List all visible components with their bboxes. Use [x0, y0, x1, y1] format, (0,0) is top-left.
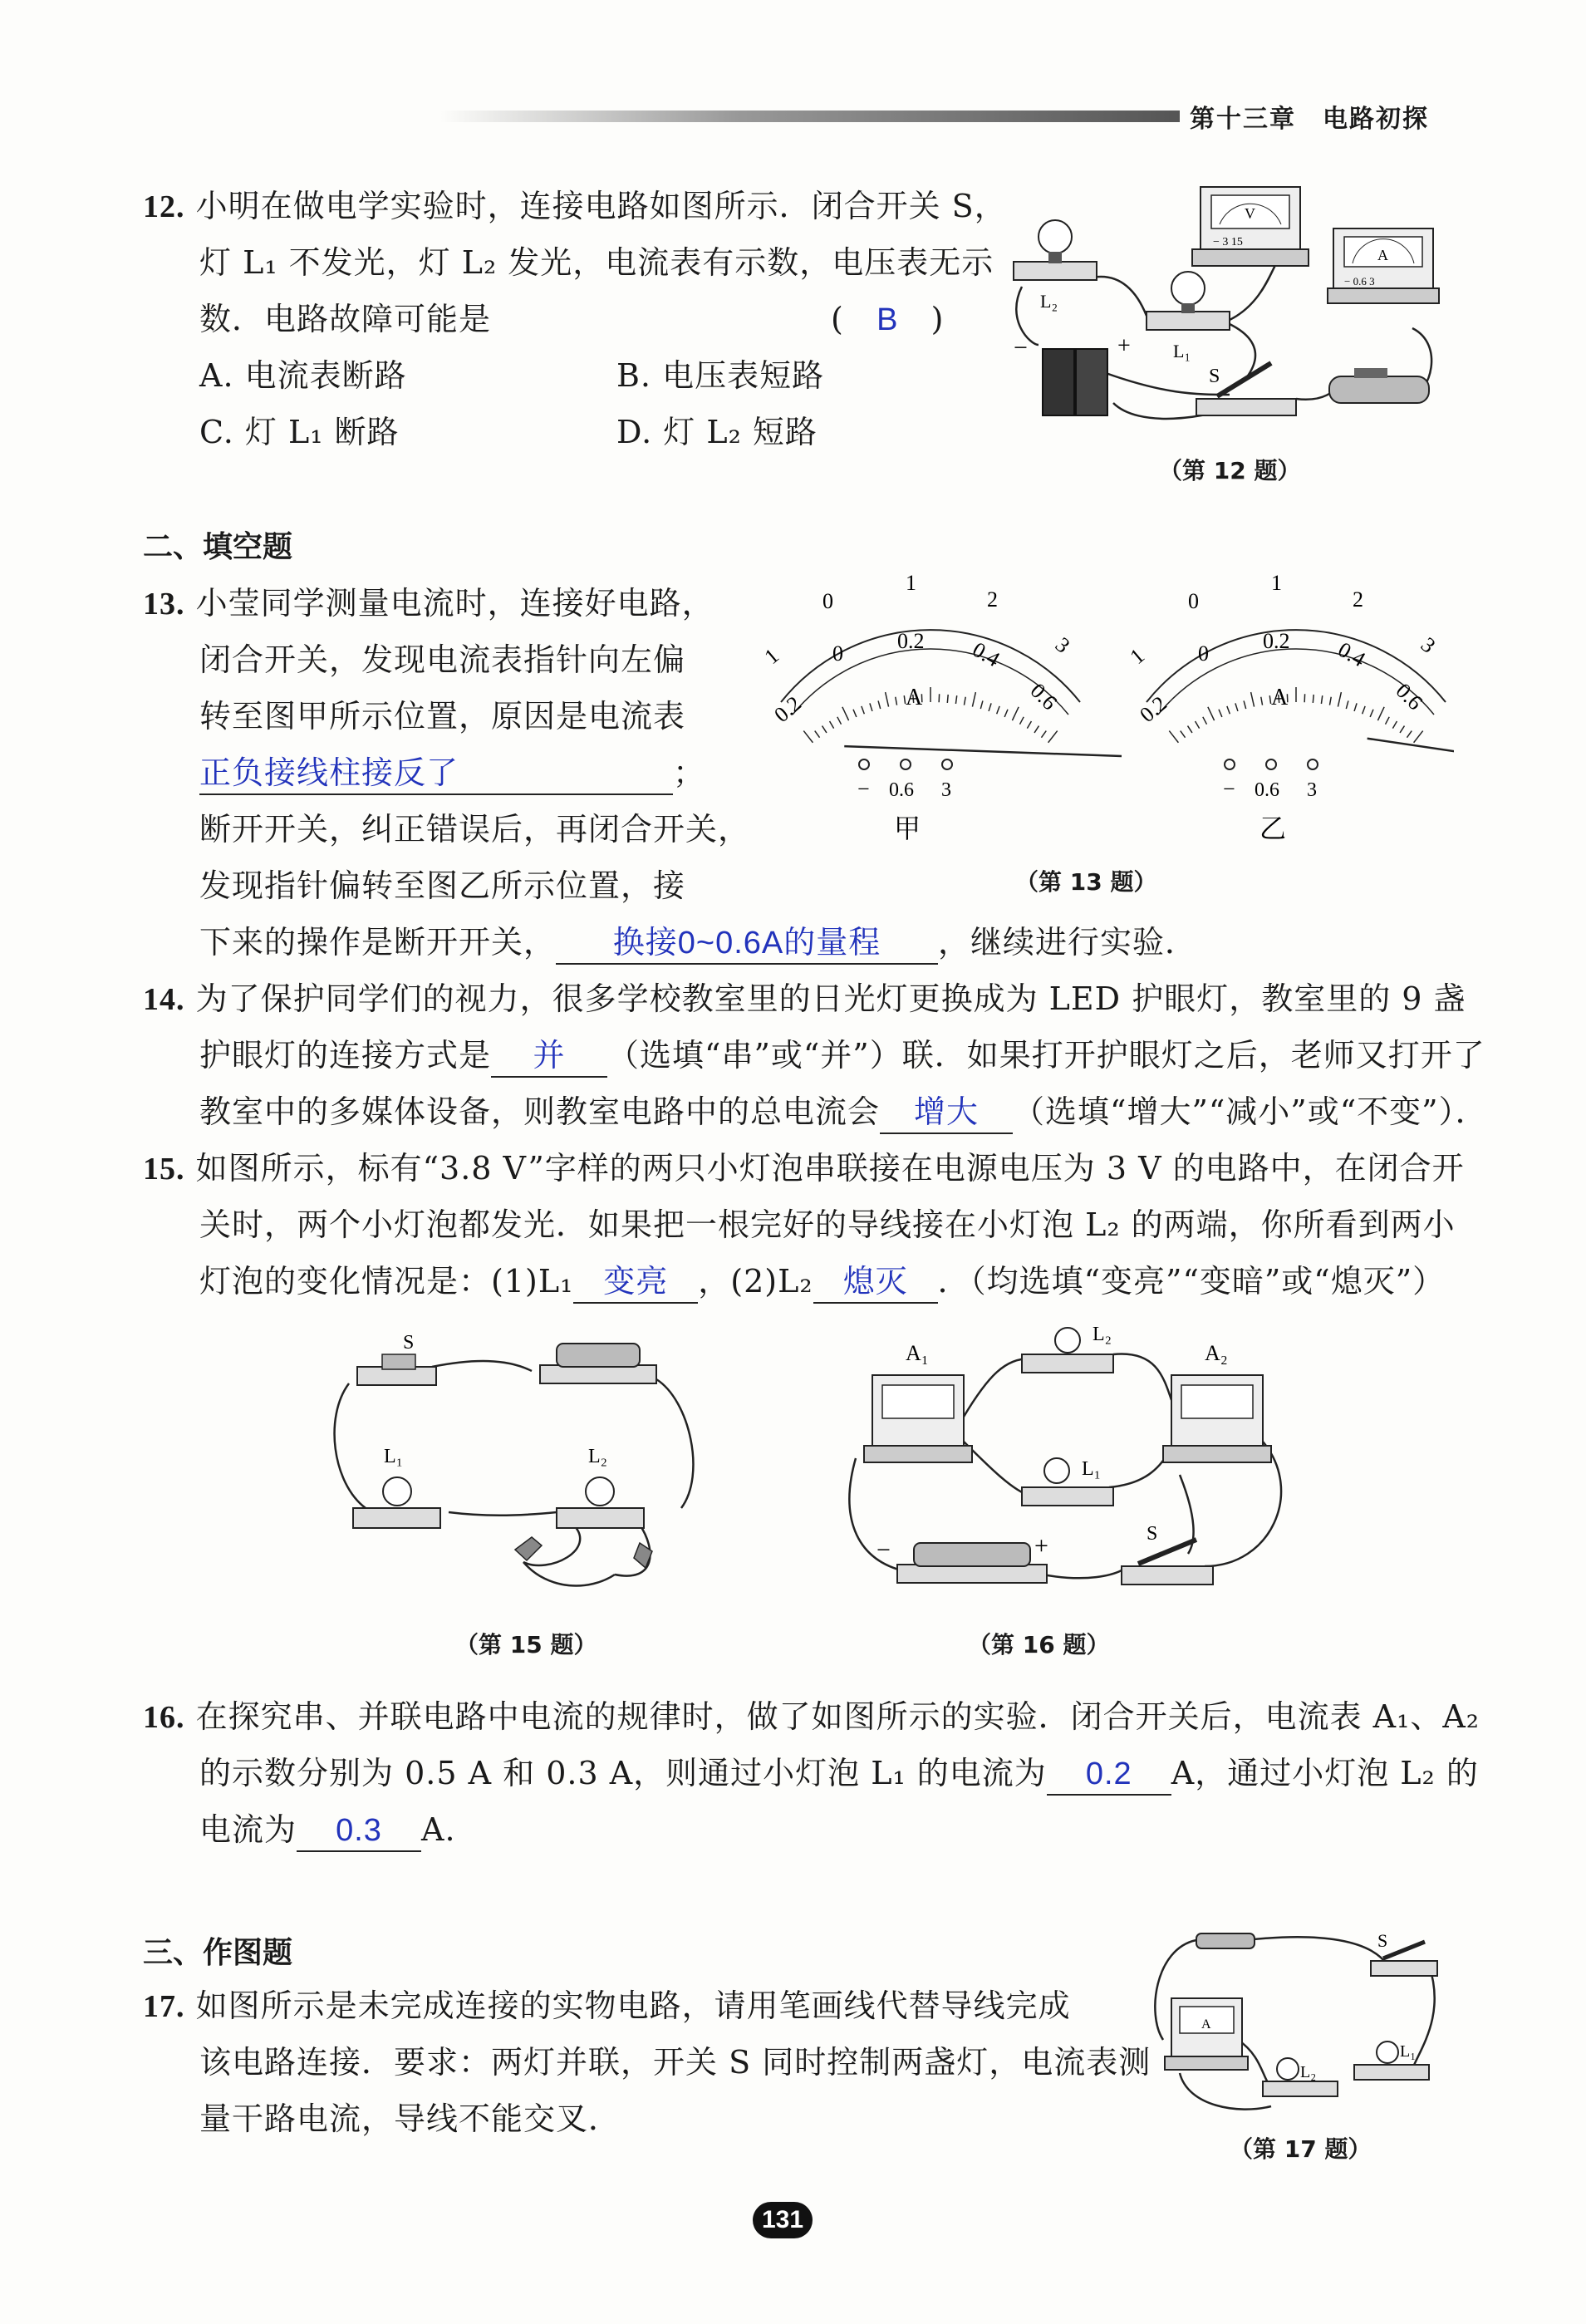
fig17-a: A — [1201, 2017, 1211, 2032]
dial-tick — [1392, 721, 1397, 729]
dial-tick — [1034, 726, 1039, 733]
q13-caption: （第 13 题） — [1015, 868, 1157, 896]
q13-line6: 发现指针偏转至图乙所示位置，接 — [199, 867, 686, 904]
dial-tick — [803, 731, 813, 743]
dial-inner-5: 0.6 — [1391, 678, 1428, 715]
hand-wire-icon — [515, 1537, 652, 1568]
dial-tick — [1363, 706, 1365, 714]
label-yi: 乙 — [1259, 813, 1287, 843]
dial-tick — [1377, 707, 1384, 720]
q15-line3: 灯泡的变化情况是：(1)L₁ 变亮 ，(2)L₂ 熄灭 ．（均选填“变亮”“变暗”或“熄灭”） — [199, 1253, 1445, 1309]
dial-tick — [1208, 707, 1215, 720]
dial-tick — [1329, 697, 1331, 705]
q15-answer2: 熄灭 — [813, 1262, 938, 1304]
q13-line7: 下来的操作是断开开关， 换接0~0.6A的量程 ，继续进行实验． — [199, 914, 1197, 970]
dial-tick — [980, 700, 983, 709]
ammeter-dial-jia — [759, 571, 1122, 843]
dial-tick — [1219, 710, 1222, 717]
dial-tick — [1407, 731, 1412, 738]
fig16-a1: A₁ — [906, 1341, 929, 1365]
fig17-l2: L₂ — [1300, 2063, 1317, 2081]
q16-number: 16. — [143, 1700, 185, 1735]
q13-number: 13. — [143, 587, 185, 622]
dial-tick — [870, 703, 872, 711]
lamp-l2-icon — [557, 1477, 644, 1528]
q14-answer1: 并 — [491, 1036, 607, 1078]
dial-unit: A — [1271, 685, 1289, 710]
dial-outer-1: 1 — [759, 643, 784, 670]
terminal-06: 0.6 — [889, 779, 914, 801]
q15-line1: 15. 如图所示，标有“3.8 V”字样的两只小灯泡串联接在电源电压为 3 V 的电路中，在闭合开 — [143, 1150, 1465, 1187]
ammeter-icon — [1328, 228, 1439, 303]
q12-line1: 12. 小明在做电学实验时，连接电路如图所示．闭合开关 S， — [143, 188, 1007, 224]
fig12-l1: L₁ — [1173, 341, 1191, 361]
dial-inner-1: 0.2 — [769, 691, 806, 728]
dial-tick — [1048, 731, 1058, 743]
dial-tick — [1235, 703, 1238, 711]
q12-option-d: D. 灯 L₂ 短路 — [616, 414, 818, 450]
rheostat-icon — [1329, 368, 1429, 403]
q16-answer1: 0.2 — [1047, 1754, 1171, 1796]
q14-line1: 14. 为了保护同学们的视力，很多学校教室里的日光灯更换成为 LED 护眼灯，教室里的 9 盏 — [143, 980, 1466, 1017]
q12-answer: B — [876, 302, 899, 337]
q16-answer2: 0.3 — [297, 1811, 421, 1852]
q13-line4: 正负接线柱接反了 ； — [199, 744, 705, 801]
q13-line1: 13. 小莹同学测量电流时，连接好电路， — [143, 585, 714, 622]
dial-tick — [1188, 726, 1192, 733]
q17-line2: 该电路连接．要求：两灯并联，开关 S 同时控制两盏灯，电流表测 — [199, 2044, 1151, 2081]
dial-tick — [862, 706, 864, 714]
dial-tick — [878, 700, 881, 709]
q17-circuit-figure — [1138, 1915, 1446, 2131]
fig16-s: S — [1147, 1523, 1158, 1545]
fig17-l1: L₁ — [1400, 2042, 1417, 2061]
q13-line5: 断开开关，纠正错误后，再闭合开关， — [199, 811, 751, 848]
dial-tick — [830, 721, 834, 729]
dial-tick — [822, 726, 827, 733]
fig12-v: V — [1245, 205, 1255, 222]
q14-number: 14. — [143, 982, 185, 1017]
page-number: 131 — [753, 2202, 813, 2238]
dial-outer-4: 2 — [1353, 587, 1363, 612]
fig15-l2: L₂ — [588, 1446, 608, 1467]
switch-icon — [1122, 1540, 1213, 1585]
fig16-plus: + — [1034, 1532, 1048, 1560]
dial-tick — [1196, 721, 1200, 729]
q12-option-b: B. 电压表短路 — [616, 357, 825, 394]
dial-outer-5: 3 — [1050, 632, 1075, 658]
chapter-title: 第十三章 电路初探 — [1190, 105, 1429, 134]
fig12-vterm: − 3 15 — [1213, 236, 1243, 248]
battery-icon — [540, 1344, 656, 1383]
dial-outer-2: 0 — [822, 589, 833, 613]
fig16-l1: L₁ — [1082, 1458, 1102, 1480]
q16-line2: 的示数分别为 0.5 A 和 0.3 A，则通过小灯泡 L₁ 的电流为 0.2 A，通过小灯泡 L₂ 的 — [199, 1745, 1479, 1801]
dial-tick — [853, 710, 857, 717]
section-fill-in-title: 二、填空题 — [143, 530, 293, 564]
q17-caption: （第 17 题） — [1230, 2135, 1372, 2163]
dial-tick — [1338, 692, 1341, 707]
dial-tick — [997, 706, 999, 714]
q15-number: 15. — [143, 1152, 185, 1187]
lamp-l1-icon — [1354, 2041, 1429, 2080]
ammeter-a1-icon — [864, 1375, 972, 1462]
dial-tick — [1261, 697, 1263, 705]
dial-tick — [1414, 731, 1423, 743]
terminal-3: 3 — [1307, 779, 1317, 801]
dial-inner-2: 0 — [832, 641, 843, 666]
q13-meters-figure — [739, 565, 1454, 848]
dial-tick — [1244, 700, 1246, 709]
terminal-06: 0.6 — [1255, 779, 1279, 801]
q12-number: 12. — [143, 189, 185, 224]
dial-outer-3: 1 — [906, 571, 916, 595]
dial-inner-3: 0.2 — [897, 629, 925, 653]
dial-tick — [964, 697, 965, 705]
fig16-l2: L₂ — [1093, 1325, 1112, 1345]
ammeter-dial-yi — [1125, 571, 1454, 843]
dial-tick — [886, 692, 889, 707]
dial-tick — [1027, 721, 1031, 729]
dial-tick — [1386, 717, 1390, 725]
dial-outer-5: 3 — [1416, 632, 1441, 658]
lamp-l1-icon — [1147, 272, 1230, 330]
dial-tick — [1004, 710, 1008, 717]
dial-tick — [955, 695, 956, 704]
q14-line3: 教室中的多媒体设备，则教室电路中的总电流会 增大 （选填“增大”“减小”或“不变”）． — [199, 1083, 1488, 1140]
dial-tick — [1321, 695, 1322, 704]
fig17-s: S — [1377, 1930, 1388, 1951]
meter-pointer-yi — [1367, 739, 1454, 756]
dial-tick — [1370, 710, 1373, 717]
dial-tick — [842, 707, 849, 720]
dial-inner-1: 0.2 — [1135, 691, 1171, 728]
q13-line2: 闭合开关，发现电流表指针向左偏 — [199, 641, 686, 678]
q13-answer1: 正负接线柱接反了 — [199, 754, 673, 795]
dial-tick — [1346, 700, 1348, 709]
q12-answer-paren: ( B ) — [831, 301, 945, 337]
section-drawing-title: 三、作图题 — [143, 1936, 293, 1970]
q16-circuit-figure — [839, 1325, 1304, 1608]
meter-pointer-jia — [844, 746, 1122, 756]
battery-icon — [1043, 349, 1107, 415]
ammeter-a2-icon — [1163, 1375, 1271, 1462]
dial-outer-4: 2 — [987, 587, 998, 612]
dial-tick — [1251, 692, 1255, 707]
dial-outer-1: 1 — [1125, 643, 1150, 670]
dial-tick — [1041, 731, 1046, 738]
lamp-l1-icon — [353, 1477, 440, 1528]
q16-line1: 16. 在探究串、并联电路中电流的规律时，做了如图所示的实验．闭合开关后，电流表 A₁、A₂ — [143, 1698, 1480, 1735]
q12-circuit-figure — [997, 179, 1446, 453]
dial-tick — [1227, 706, 1230, 714]
q15-line2: 关时，两个小灯泡都发光．如果把一根完好的导线接在小灯泡 L₂ 的两端，你所看到两小 — [199, 1206, 1456, 1243]
fig12-s: S — [1209, 366, 1220, 387]
header-rule — [440, 111, 1180, 122]
q17-number: 17. — [143, 1989, 185, 2024]
fig12-l2: L₂ — [1040, 291, 1058, 312]
dial-tick — [1169, 731, 1178, 743]
battery-icon — [1196, 1933, 1255, 1948]
voltmeter-icon — [1192, 187, 1309, 266]
dial-tick — [1354, 703, 1357, 711]
fig15-l1: L₁ — [384, 1446, 404, 1467]
lamp-l2-icon — [1014, 220, 1097, 280]
q12-line2: 灯 L₁ 不发光，灯 L₂ 发光，电流表有示数，电压表无示 — [199, 244, 994, 281]
fig12-plus: + — [1117, 333, 1131, 359]
dial-tick — [896, 697, 897, 705]
dial-inner-3: 0.2 — [1263, 629, 1290, 653]
dial-tick — [815, 731, 820, 738]
dial-tick — [1203, 717, 1207, 725]
dial-outer-3: 1 — [1271, 571, 1282, 595]
q15-answer1: 变亮 — [573, 1262, 698, 1304]
ammeter-icon — [1165, 1998, 1248, 2070]
dial-inner-2: 0 — [1198, 641, 1209, 666]
dial-inner-4: 0.4 — [968, 637, 1004, 672]
battery-icon — [897, 1543, 1047, 1583]
dial-tick — [1012, 707, 1019, 720]
fig12-minus: − — [1014, 334, 1028, 361]
q12-line3: 数．电路故障可能是 — [199, 301, 492, 337]
dial-outer-2: 0 — [1188, 589, 1199, 613]
dial-inner-5: 0.6 — [1025, 678, 1063, 715]
q16-caption: （第 16 题） — [968, 1631, 1110, 1658]
dial-tick — [837, 717, 842, 725]
q12-caption: （第 12 题） — [1159, 457, 1301, 484]
q15-circuit-figure — [324, 1325, 739, 1599]
dial-tick — [947, 695, 948, 703]
q17-line3: 量干路电流，导线不能交叉． — [199, 2100, 621, 2137]
q14-answer2: 增大 — [880, 1093, 1013, 1134]
q14-line2: 护眼灯的连接方式是 并 （选填“串”或“并”）联．如果打开护眼灯之后，老师又打开了 — [199, 1027, 1485, 1083]
q13-answer2: 换接0~0.6A的量程 — [556, 923, 938, 965]
q15-caption: （第 15 题） — [455, 1631, 597, 1658]
fig12-aterm: − 0.6 3 — [1344, 275, 1375, 287]
q17-line1: 17. 如图所示是未完成连接的实物电路，请用笔画线代替导线完成 — [143, 1987, 1071, 2024]
dial-tick — [972, 692, 975, 707]
terminal-minus: − — [857, 777, 870, 801]
dial-tick — [1400, 726, 1404, 733]
switch-icon — [357, 1354, 436, 1385]
q13-line3: 转至图甲所示位置，原因是电流表 — [199, 698, 686, 735]
q12-option-a: A. 电流表断路 — [199, 357, 407, 394]
terminal-3: 3 — [941, 779, 951, 801]
label-jia: 甲 — [894, 813, 921, 843]
dial-unit: A — [906, 685, 923, 710]
q12-option-c: C. 灯 L₁ 断路 — [199, 414, 400, 450]
dial-inner-4: 0.4 — [1333, 637, 1370, 672]
dial-tick — [1020, 717, 1024, 725]
terminal-minus: − — [1223, 777, 1235, 801]
fig15-s: S — [403, 1332, 415, 1354]
dial-tick — [1181, 731, 1186, 738]
fig12-a: A — [1377, 247, 1388, 263]
fig16-minus: − — [876, 1536, 891, 1564]
dial-tick — [989, 703, 991, 711]
fig16-a2: A₂ — [1205, 1341, 1228, 1365]
q16-line3: 电流为 0.3 A. — [199, 1801, 456, 1858]
